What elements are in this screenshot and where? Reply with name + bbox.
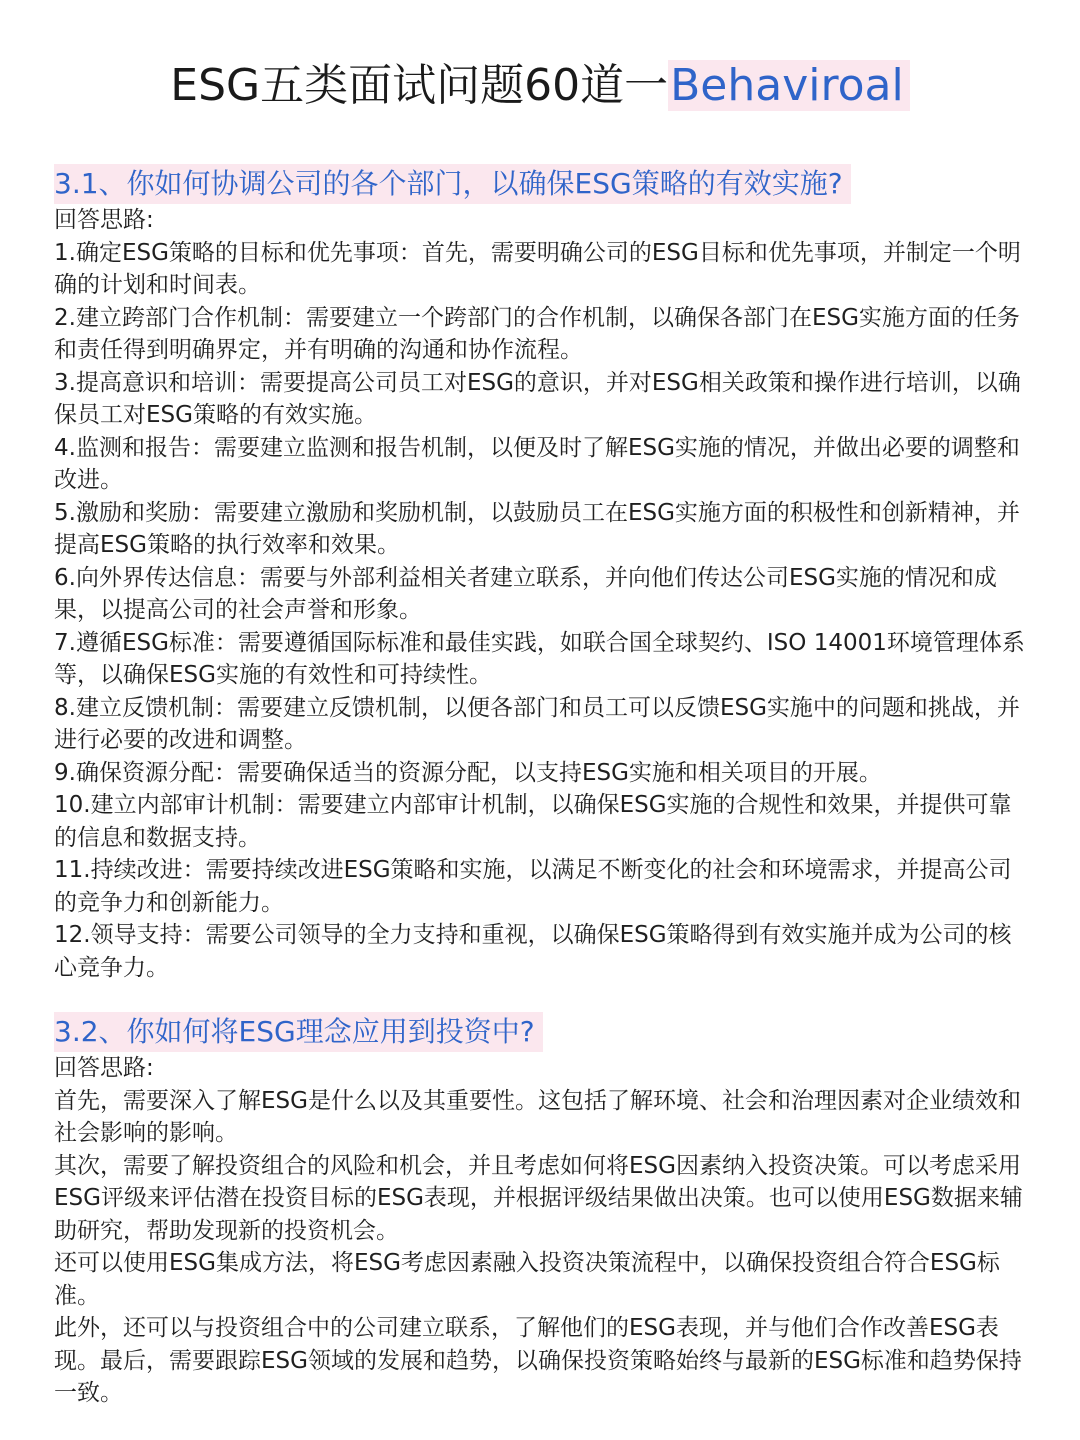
answer-item: 1.确定ESG策略的目标和优先事项：首先，需要明确公司的ESG目标和优先事项，并制定一个明确的计划和时间表。 xyxy=(54,239,1021,298)
answer-paragraph: 首先，需要深入了解ESG是什么以及其重要性。这包括了解环境、社会和治理因素对企业绩效和社会影响的影响。 xyxy=(54,1087,1021,1146)
answer-paragraph: 其次，需要了解投资组合的风险和机会，并且考虑如何将ESG因素纳入投资决策。可以考虑采用ESG评级来评估潜在投资目标的ESG表现，并根据评级结果做出决策。也可以使用ESG数据来辅助研究，帮助发现新的投资机会。 xyxy=(54,1152,1023,1244)
page-title xyxy=(0,56,1080,116)
section-3-1 xyxy=(54,164,1029,984)
answer-label: 回答思路: xyxy=(54,1055,154,1081)
answer-item: 4.监测和报告：需要建立监测和报告机制，以便及时了解ESG实施的情况，并做出必要的调整和改进。 xyxy=(54,434,1020,493)
question-heading: 3.2、你如何将ESG理念应用到投资中? xyxy=(54,1012,543,1052)
answer-item: 2.建立跨部门合作机制：需要建立一个跨部门的合作机制，以确保各部门在ESG实施方面的任务和责任得到明确界定，并有明确的沟通和协作流程。 xyxy=(54,304,1020,363)
answer-item: 5.激励和奖励：需要建立激励和奖励机制，以鼓励员工在ESG实施方面的积极性和创新精神，并提高ESG策略的执行效率和效果。 xyxy=(54,499,1020,558)
answer-label: 回答思路: xyxy=(54,207,154,233)
answer-paragraph: 还可以使用ESG集成方法，将ESG考虑因素融入投资决策流程中，以确保投资组合符合ESG标准。 xyxy=(54,1250,1000,1309)
answer-paragraph: 此外，还可以与投资组合中的公司建立联系，了解他们的ESG表现，并与他们合作改善ESG表现。最后，需要跟踪ESG领域的发展和趋势，以确保投资策略始终与最新的ESG标准和趋势保持一致。 xyxy=(54,1315,1022,1406)
answer-item: 9.确保资源分配：需要确保适当的资源分配，以支持ESG实施和相关项目的开展。 xyxy=(54,759,882,786)
title-main: ESG五类面试问题60道一 xyxy=(170,60,669,111)
answer-item: 8.建立反馈机制：需要建立反馈机制，以便各部门和员工可以反馈ESG实施中的问题和挑战，并进行必要的改进和调整。 xyxy=(54,694,1020,753)
answer-item: 6.向外界传达信息：需要与外部利益相关者建立联系，并向他们传达公司ESG实施的情况和成果，以提高公司的社会声誉和形象。 xyxy=(54,564,997,623)
answer-item: 3.提高意识和培训：需要提高公司员工对ESG的意识，并对ESG相关政策和操作进行培训，以确保员工对ESG策略的有效实施。 xyxy=(54,369,1021,428)
answer-item: 12.领导支持：需要公司领导的全力支持和重视，以确保ESG策略得到有效实施并成为公司的核心竞争力。 xyxy=(54,922,1012,981)
question-heading: 3.1、你如何协调公司的各个部门，以确保ESG策略的有效实施? xyxy=(54,164,851,204)
title-highlight: Behaviroal xyxy=(668,60,910,111)
answer-item: 7.遵循ESG标准：需要遵循国际标准和最佳实践，如联合国全球契约、ISO 14001环境管理体系等，以确保ESG实施的有效性和可持续性。 xyxy=(54,629,1025,688)
section-3-2 xyxy=(54,1012,1029,1410)
answer-item: 11.持续改进：需要持续改进ESG策略和实施，以满足不断变化的社会和环境需求，并提高公司的竞争力和创新能力。 xyxy=(54,857,1012,916)
answer-item: 10.建立内部审计机制：需要建立内部审计机制，以确保ESG实施的合规性和效果，并提供可靠的信息和数据支持。 xyxy=(54,792,1012,851)
